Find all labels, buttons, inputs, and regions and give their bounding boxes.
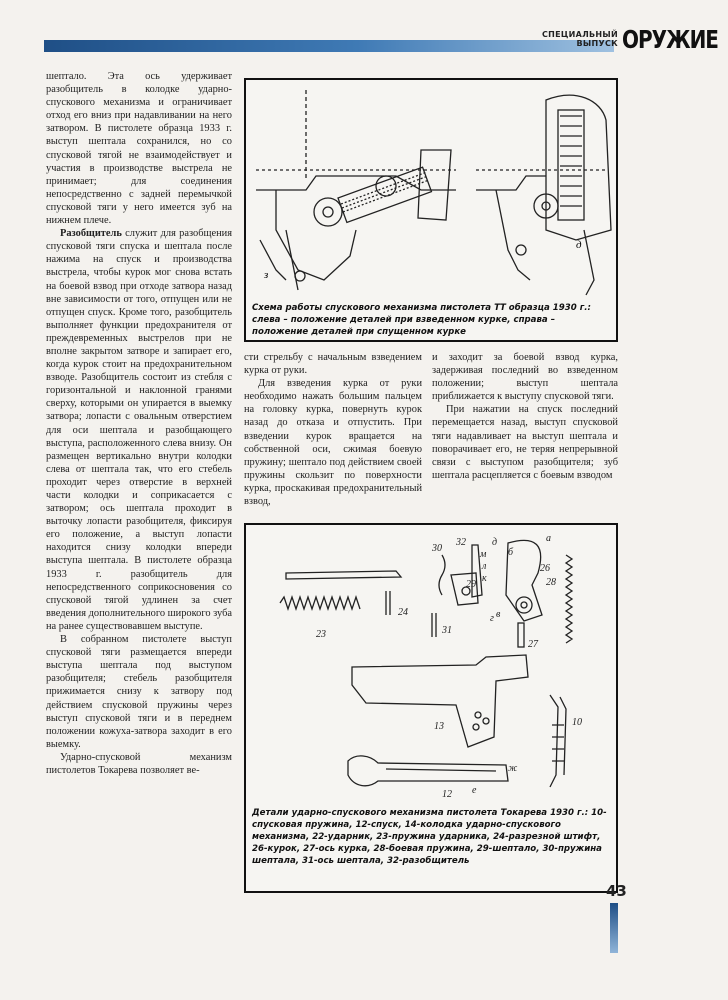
masthead [530,24,718,54]
label-27: 27 [528,639,538,650]
paragraph-text: служит для разобщения спусковой тяги спуска и шептала после нажима на спуск и производства выстрела, чтобы курок мог снова встать на боевой взвод при отходе затвора назад вне зависимости от того, отпущен или не отпущен спуск. Кроме того, разобщитель выполняет функции предохранителя от преждевременных выстрелов при не вполне закрытом затворе и запирает его, когда курок стоит на предохранительном взводе. Разобщитель состоит из стебля с горизонтальной и наклонной гранями сверху, которыми он упирается в выемку затвора; лопасти с овальным отверстием для оси шептала и разобщающего выступа, расположенного слева внизу. Он размещен вертикально внутри колодки слева от шептала так, что его стебель проходит через отверстие в верхней части колодки и соприкасается с затвором; ось шептала проходит в выточку лопасти разобщителя, фиксируя его положение, а выступ лопасти находится снизу колодки впереди выступа шептала. В пистолете образца 1933 г. разобщитель для непосредственного соприкосновения со спусковой тягой удлинен за счет введения дополнительного широкого зуба на ранее существовавшем выступе. [46,228,232,632]
figure-trigger-scheme [244,78,618,342]
trigger-scheme-drawing [246,80,616,304]
label-g: г [490,613,494,624]
label-23: 23 [316,629,326,640]
page-edge-strip [610,903,618,953]
label-29: 29 [466,579,476,590]
label-b: б [508,547,514,558]
page-number: 43 [606,882,627,900]
label-v: в [496,609,501,620]
paragraph [46,227,232,633]
magazine-logo: ОРУЖИЕ [622,24,718,54]
paragraph: сти стрельбу с начальным взведением курка от руки. [244,352,422,377]
fig1-label-z: з [264,269,269,281]
issue-line1: СПЕЦИАЛЬНЫЙ [541,30,618,39]
text-column-3 [432,351,618,482]
label-31: 31 [442,625,452,636]
label-26: 26 [540,563,550,574]
term: Разобщитель [60,228,122,240]
text-column-1 [46,70,232,777]
label-zh: ж [508,763,518,774]
label-m: м [480,549,487,560]
paragraph: Для взведения курка от руки необходимо нажать большим пальцем на головку курка, повернуть курок назад до отказа и отпустить. При взведении курок вращается на собственной оси, сжимая боевую пружину; шептало под действием своей пружины скользит по поверхности курка, проскакивая предохранительный взвод, [244,378,422,508]
label-13: 13 [434,721,444,732]
label-k: к [482,573,487,584]
fig1-label-d: д [576,239,582,251]
label-24: 24 [398,607,408,618]
label-28: 28 [546,577,556,588]
issue-label [530,30,618,48]
label-10: 10 [572,717,582,728]
header-bar [44,40,614,52]
label-d: д [492,537,498,548]
paragraph: шептало. Эта ось удерживает разобщитель в колодке ударно-спускового механизма и ограничивает отход его вниз при надавливании на него затвором. В пистолете образца 1933 г. выступ шептала сохранился, но со спусковой тягой не взаимодействует и участия в производстве выстрела не принимает; для соединения непосредственно с задней перемычкой спусковой тяги у него имеется зуб на нижнем плече. [46,71,232,227]
paragraph: Ударно-спусковой механизм пистолетов Токарева позволяет ве- [46,751,232,776]
label-e: е [472,785,477,796]
label-12: 12 [442,789,452,800]
issue-line2: ВЫПУСК [576,39,618,48]
paragraph: В собранном пистолете выступ спусковой тяги размещается впереди выступа шептала под выступом разобщителя; стебель разобщителя прижимается снизу к затвору под действием спусковой пружины через выступ спусковой тяги и в переднем положении кожуха-затвора заходит в его выемку. [46,634,232,750]
paragraph: При нажатии на спуск последний перемещается назад, выступ спусковой тяги надавливает на выступ шептала и поворачивает его, не теряя непрерывной связи с выступом разобщителя; зуб шептала расцепляется с боевым взводом [432,404,618,481]
label-32: 32 [456,537,466,548]
figure-caption: Схема работы спускового механизма пистолета ТТ образца 1930 г.: слева – положение деталей при взведенном курке, справа – положение деталей при спущенном курке [252,303,591,337]
trigger-parts-drawing [246,525,616,801]
label-30: 30 [432,543,442,554]
figure-caption: Детали ударно-спускового механизма пистолета Токарева 1930 г.: 10-спусковая пружина, 12-спуск, 14-колодка ударно-спускового механизма, 22-ударник, 23-пружина ударника, 24-разрезной штифт, 26-курок, 27-ось курка, 28-боевая пружина, 29-шептало, 30-пружина шептала, 31-ось шептала, 32-разобщитель [252,808,607,866]
paragraph: и заходит за боевой взвод курка, задерживая последний во взведенном положении; выступ шептала приближается к выступу спусковой тяги. [432,352,618,403]
label-l: л [482,561,487,572]
text-column-2 [244,351,422,508]
figure-trigger-parts [244,523,618,893]
label-a: а [546,533,551,544]
